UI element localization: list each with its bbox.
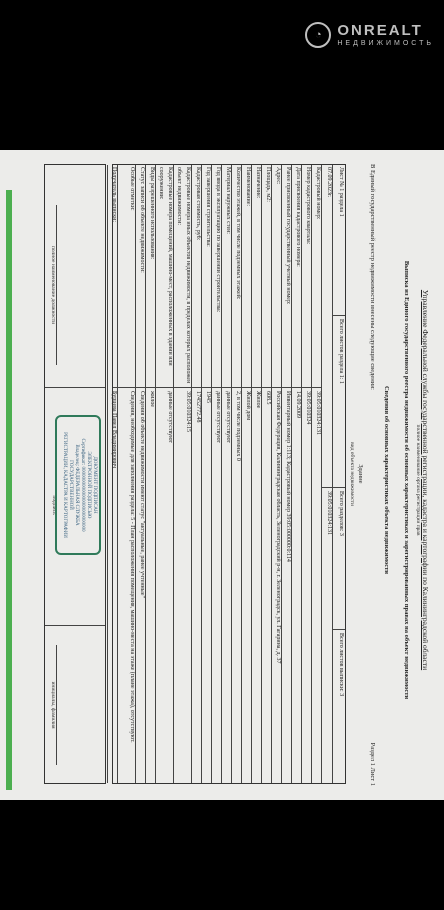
cadastral-number-top: 39:05:010324:131 [326,491,332,536]
table-row [261,165,272,783]
row-label: Кадастровые номера иных объектов недвижимости, в пределах которых расположен объект недвижимости: [176,167,191,384]
bottom-black-band [0,800,444,910]
object-type-caption: вид объекта недвижимости [349,442,355,506]
authority-caption: полное наименование органа регистрации прав [415,424,421,536]
row-value: данные отсутствуют [215,391,221,444]
table-row [135,165,146,783]
intro-text: В Единый государственный реестр недвижимости внесены следующие сведения: [369,164,376,390]
initials-caption: инициалы, фамилия [50,645,57,765]
sheet-row [332,165,345,783]
row-value: Сведения, необходимые для заполнения раздела: 5 - План расположения помещения, машино-места на этаже (плане этажа), отсутствуют. [129,391,135,743]
stamp-line-5: РЕГИСТРАЦИИ, КАДАСТРА И КАРТОГРАФИИ [62,432,67,538]
row-value: 39:05:010324 [305,391,311,425]
row-label: Ранее присвоенный государственный учетный номер: [285,167,291,305]
stamp-line-4: Владелец: ФЕДЕРАЛЬНАЯ СЛУЖБА ГОСУДАРСТВЕННОЙ [68,444,79,526]
watermark [305,22,434,48]
row-value: данные отсутствуют [225,391,231,444]
table-row [311,165,322,783]
row-value: 39:05:010324:15 [185,391,191,433]
watermark-sub: НЕДВИЖИМОСТЬ [337,40,434,47]
extract-title: Выписка из Единого государственного реестра недвижимости об основных характеристиках и зарегистрированных правах на объект недвижимости [403,260,410,700]
row-value: Инвентарный номер 1:113; Кадастровый номер 39:05:000000:0:114 [285,391,291,562]
info-title: Сведения об основных характеристиках объекта недвижимости [383,385,390,575]
row-value: 608.5 [265,391,271,405]
total-sheets-extract: Всего листов выписки: 3 [338,633,344,697]
row-label: Получатель выписки: [111,167,117,223]
position-caption: полное наименование должности [50,205,57,365]
table-row [281,165,292,783]
electronic-signature-stamp [55,415,101,555]
signature-caption: подпись [51,495,57,515]
table-row [211,165,222,783]
row-label: Дата присвоения кадастрового номера: [295,167,301,267]
row-value: Российская Федерация, Калининградская область, Зеленоградский р-н, г. Зеленоградск, ул. Гагарина, д. 37 [275,391,281,664]
row-value: данные отсутствуют [167,391,173,444]
row-label: Номер кадастрового квартала: [305,167,311,245]
top-black-band [0,0,444,150]
row-value: 39:05:010324:131 [315,391,321,436]
signature-box [44,164,106,784]
table-row [145,165,156,783]
table-row [291,165,302,783]
stamp-line-2: ЭЛЕКТРОННОЙ ПОДПИСЬЮ [86,451,91,519]
row-label: Статус записи об объекте недвижимости: [139,167,145,273]
row-label: Количество этажей, в том числе подземных этажей: [235,167,241,300]
table-row [117,165,136,783]
row-value: жилое [149,391,155,408]
authority-name: Управление Федеральной службы государственной регистрации, кадастра и картографии по Калининградской области [421,289,430,671]
table-row [271,165,282,783]
row-label: Кадастровая стоимость, руб: [195,167,201,241]
table-row [221,165,232,783]
table-row [241,165,252,783]
row-label: Кадастровый номер: [315,167,321,220]
row-label: Год завершения строительства: [205,167,211,247]
row-label: Наименование: [245,167,251,207]
green-folder-edge [6,190,12,790]
table-row [201,165,212,783]
row-value: 17452772.48 [195,391,201,423]
table-row [173,165,192,783]
row-label: Адрес: [275,167,281,185]
stamp-line-3: Сертификат: 00000000000000000000000000 [80,438,85,532]
row-label: Особые отметки: [129,167,135,211]
watermark-main: ONREALT [337,22,423,39]
table-row [301,165,312,783]
extract-date: 07.09.2023г. [326,167,332,198]
row-label: Кадастровые номера помещений, машино-мест, расположенных в здании или сооружении: [158,167,173,366]
row-value: 2, в том числе подземных 0 [235,391,241,461]
row-label: Назначение: [255,167,261,199]
table-row [191,165,202,783]
row-value: Жилое [255,391,261,409]
logo-icon: ◔ [305,22,331,48]
rotated-document [6,160,436,790]
section-label: Раздел 1 Лист 1 [369,742,376,786]
table-row [231,165,242,783]
row-value: 1945 [205,391,211,403]
row-value: 14.09.2009 [295,391,301,418]
table-row [251,165,262,783]
row-label: Материал наружных стен: [225,167,231,234]
table-row [155,165,174,783]
stamp-line-1: ДОКУМЕНТ ПОДПИСАН [92,456,97,514]
row-value: Сведения об объекте недвижимости имеют статус "актуальные, ранее учтенные" [139,391,145,598]
date-row [321,165,333,783]
row-label: Год ввода в эксплуатацию по завершении строительства: [215,167,221,313]
total-sheets-section: Всего листов раздела 1: 1 [338,319,344,384]
object-type: Здание [357,464,364,484]
sheet-number: Лист № 1 раздела 1 [338,167,344,217]
row-label: Виды разрешенного использования: [149,167,155,260]
row-value: Бурцева Павел Владимирович [111,391,117,469]
table-row [107,165,118,783]
row-label: Площадь, м2: [265,167,271,202]
row-value: Жилой дом [245,391,251,421]
total-sections: Всего разделов: 3 [338,491,344,536]
characteristics-table [112,164,346,784]
